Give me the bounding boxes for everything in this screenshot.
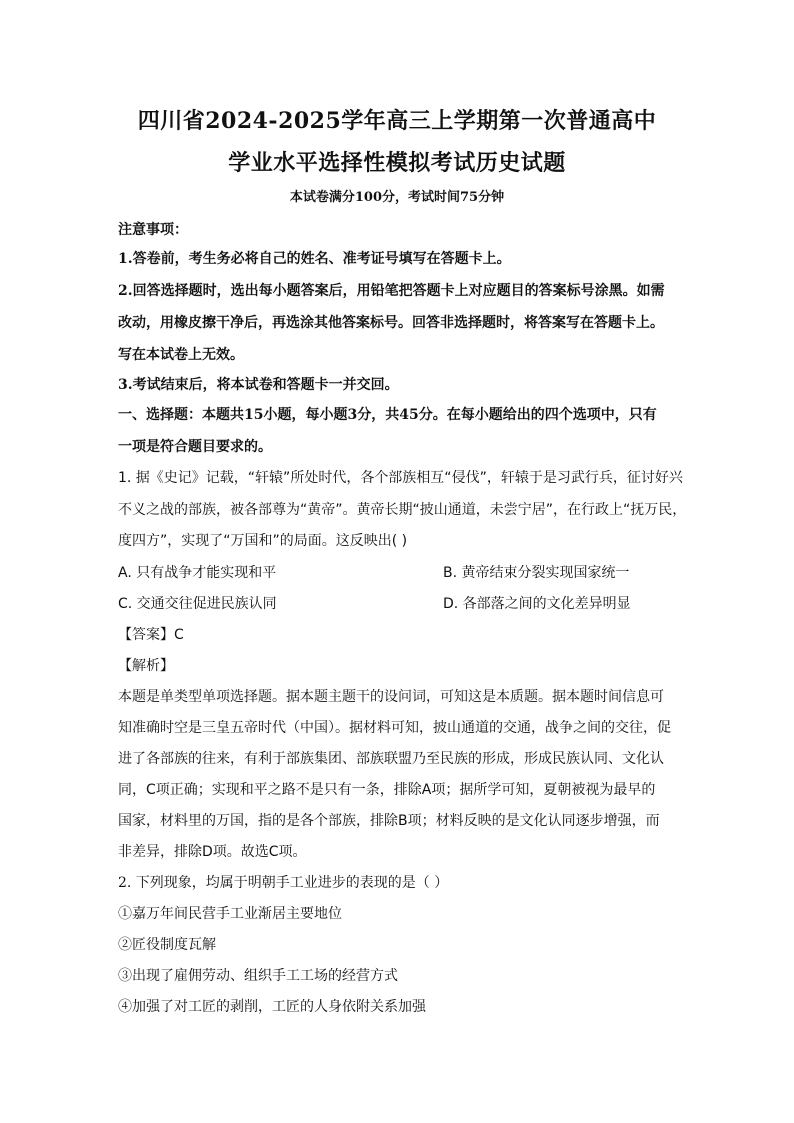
question-2-item-1: ①嘉万年间民营手工业渐居主要地位	[118, 906, 342, 922]
question-1-option-d: D. 各部落之间的文化差异明显	[443, 596, 631, 612]
question-2-item-3: ③出现了雇佣劳动、组织手工工场的经营方式	[118, 968, 398, 984]
question-1-analysis-line-5: 国家，材料里的万国，指的是各个部族，排除B项；材料反映的是文化认同逐步增强，而	[118, 813, 660, 829]
question-1-analysis-line-1: 本题是单类型单项选择题。据本题主题干的设问词，可知这是本质题。据本题时间信息可	[118, 689, 664, 705]
question-1-analysis-line-3: 进了各部族的往来，有利于部族集团、部族联盟乃至民族的形成，形成民族认同、文化认	[118, 751, 664, 767]
section-1-heading-line-1: 一、选择题：本题共15小题，每小题3分，共45分。在每小题给出的四个选项中，只有	[118, 407, 657, 423]
notice-item-2-line-3: 写在本试卷上无效。	[118, 347, 244, 363]
question-2-stem: 2. 下列现象，均属于明朝手工业进步的表现的是（ ）	[118, 875, 449, 891]
notice-item-2-line-1: 2.回答选择题时，选出每小题答案后，用铅笔把答题卡上对应题目的答案标号涂黑。如需	[118, 283, 665, 299]
question-1-option-b: B. 黄帝结束分裂实现国家统一	[443, 565, 630, 581]
page-title-line-2: 学业水平选择性模拟考试历史试题	[228, 150, 566, 176]
question-2-item-2: ②匠役制度瓦解	[118, 937, 216, 953]
question-1-analysis-line-4: 同，C项正确；实现和平之路不是只有一条，排除A项；据所学可知，夏朝被视为最早的	[118, 782, 656, 798]
notice-item-2-line-2: 改动，用橡皮擦干净后，再选涂其他答案标号。回答非选择题时，将答案写在答题卡上。	[118, 315, 664, 331]
question-1-answer: 【答案】C	[118, 627, 184, 643]
question-1-analysis-line-2: 知准确时空是三皇五帝时代（中国）。据材料可知，披山通道的交通，战争之间的交往，促	[118, 720, 671, 736]
question-1-analysis-line-6: 非差异，排除D项。故选C项。	[118, 844, 307, 860]
question-1-option-a: A. 只有战争才能实现和平	[118, 565, 277, 581]
question-1-analysis-heading: 【解析】	[118, 658, 174, 674]
question-1-stem-line-2: 不义之战的部族，被各部尊为“黄帝”。黄帝长期“披山通道，未尝宁居”，在行政上“抚万民，	[118, 502, 687, 518]
notice-heading: 注意事项：	[118, 222, 188, 238]
notice-item-1: 1.答卷前，考生务必将自己的姓名、准考证号填写在答题卡上。	[118, 251, 511, 267]
question-1-stem-line-1: 1. 据《史记》记载，“轩辕”所处时代，各个部族相互“侵伐”，轩辕于是习武行兵，征讨好兴	[118, 470, 683, 486]
question-2-item-4: ④加强了对工匠的剥削，工匠的人身依附关系加强	[118, 999, 426, 1015]
page-title-line-1: 四川省2024-2025学年高三上学期第一次普通高中	[137, 108, 657, 134]
section-1-heading-line-2: 一项是符合题目要求的。	[118, 439, 272, 455]
exam-info-subtitle: 本试卷满分100分，考试时间75分钟	[289, 190, 505, 205]
question-1-option-c: C. 交通交往促进民族认同	[118, 596, 277, 612]
question-1-stem-line-3: 度四方”，实现了“万国和”的局面。这反映出( )	[118, 533, 408, 549]
notice-item-3: 3.考试结束后，将本试卷和答题卡一并交回。	[118, 377, 399, 393]
